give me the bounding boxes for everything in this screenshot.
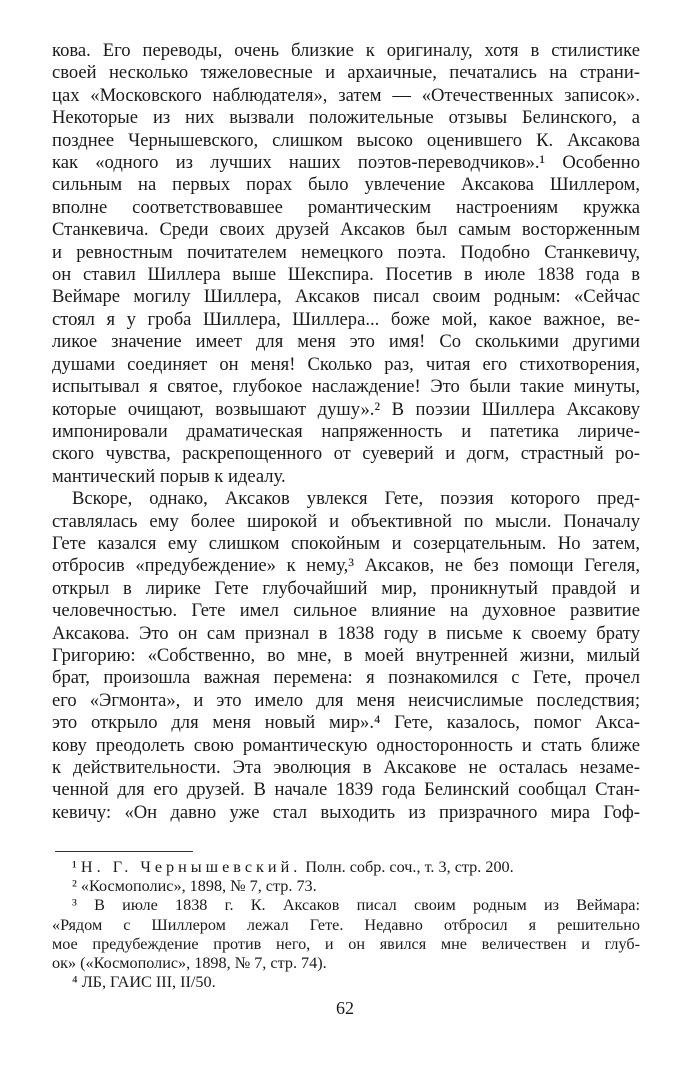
- paragraph-end-line: мантический порыв к идеалу.: [52, 465, 286, 487]
- page-number: 62: [336, 998, 354, 1018]
- footnote-1-mark: ¹: [72, 858, 77, 876]
- text-line: позднее Чернышевского, слишком высоко оценившего К. Аксакова: [52, 129, 640, 151]
- footnote-1-text: Полн. собр. соч., т. 3, стр. 200.: [305, 858, 514, 876]
- text-line: открыл в лирике Гете глубочайший мир, проникнутый правдой и: [52, 577, 640, 599]
- footnote-3-line: «Рядом с Шиллером лежал Гете. Недавно отбросил я решительно: [52, 915, 640, 934]
- text-line: стоял я у гроба Шиллера, Шиллера... боже мой, какое важное, ве-: [52, 308, 640, 330]
- text-line: Веймаре могилу Шиллера, Аксаков писал своим родным: «Сейчас: [52, 286, 640, 308]
- text-line: и ревностным почитателем немецкого поэта. Подобно Станкевичу,: [52, 241, 640, 263]
- footnote-3-line: мое предубеждение против него, и он явился мне величествен и глуб-: [52, 934, 640, 953]
- text-line: брат, произошла важная перемена: я познакомился с Гете, прочел: [52, 667, 640, 689]
- text-line: его «Эгмонта», и это имело для меня неисчислимые последствия;: [52, 689, 640, 711]
- text-line: ликое значение имеет для меня это имя! Со сколькими другими: [52, 331, 640, 353]
- footnote-3-line: ³ В июле 1838 г. К. Аксаков писал своим родным из Веймара:: [72, 896, 640, 915]
- footnote-1: [52, 858, 640, 877]
- text-line: вполне соответствовавшее романтическим настроениям кружка: [52, 196, 640, 218]
- text-line: своей несколько тяжеловесные и архаичные, печатались на страни-: [52, 62, 640, 84]
- footnote-4: ⁴ ЛБ, ГАИС III, II/50.: [72, 973, 216, 992]
- text-line: импонировали драматическая напряженность и патетика лириче-: [52, 420, 640, 442]
- footnote-1-author: Н. Г. Чернышевский.: [80, 858, 302, 876]
- text-line: он ставил Шиллера выше Шекспира. Посетив в июле 1838 года в: [52, 264, 640, 286]
- text-line: Некоторые из них вызвали положительные отзывы Белинского, а: [52, 107, 640, 129]
- text-line: Григорию: «Собственно, во мне, в моей внутренней жизни, милый: [52, 644, 640, 666]
- footnote-3-line: ок» («Космополис», 1898, № 7, стр. 74).: [52, 954, 327, 973]
- text-line: как «одного из лучших наших поэтов-переводчиков».¹ Особенно: [52, 152, 640, 174]
- text-line: ского чувства, раскрепощенного от суеверий и догм, страстный ро-: [52, 443, 640, 465]
- text-line: отбросив «предубеждение» к нему,³ Аксаков, не без помощи Гегеля,: [52, 555, 640, 577]
- text-line: сильным на первых порах было увлечение Аксакова Шиллером,: [52, 174, 640, 196]
- text-line: душами соединяет он меня! Сколько раз, читая его стихотворения,: [52, 353, 640, 375]
- text-line: Аксакова. Это он сам признал в 1838 году в письме к своему брату: [52, 622, 640, 644]
- text-line: к действительности. Эта эволюция в Аксакове не осталась незаме-: [52, 757, 640, 778]
- main-text: [52, 40, 640, 824]
- paragraph-start-line: Вскоре, однако, Аксаков увлекся Гете, поэзия которого пред-: [72, 488, 640, 510]
- text-line: кову преодолеть свою романтическую односторонность и стать ближе: [52, 734, 640, 756]
- text-line: которые очищают, возвышают душу».² В поэзии Шиллера Аксакову: [52, 398, 640, 420]
- text-line: ставлялась ему более широкой и объективной по мысли. Поначалу: [52, 510, 640, 532]
- text-line: кова. Его переводы, очень близкие к оригиналу, хотя в стилистике: [52, 40, 640, 61]
- text-line: цах «Московского наблюдателя», затем — «Отечественных записок».: [52, 84, 640, 106]
- text-line: человечностью. Гете имел сильное влияние на духовное развитие: [52, 600, 640, 622]
- text-line: кевичу: «Он давно уже стал выходить из призрачного мира Гоф-: [52, 801, 640, 823]
- footnote-divider: [55, 851, 193, 852]
- footnote-2: ² «Космополис», 1898, № 7, стр. 73.: [72, 877, 317, 896]
- text-line: Станкевича. Среди своих друзей Аксаков был самым восторженным: [52, 219, 640, 241]
- footnotes: [52, 858, 640, 992]
- text-line: испытывал я святое, глубокое наслаждение! Это были такие минуты,: [52, 376, 640, 398]
- text-line: ченной для его друзей. В начале 1839 года Белинский сообщал Стан-: [52, 779, 640, 801]
- text-line: это открыло для меня новый мир».⁴ Гете, казалось, помог Акса-: [52, 712, 640, 734]
- text-line: Гете казался ему слишком спокойным и созерцательным. Но затем,: [52, 532, 640, 554]
